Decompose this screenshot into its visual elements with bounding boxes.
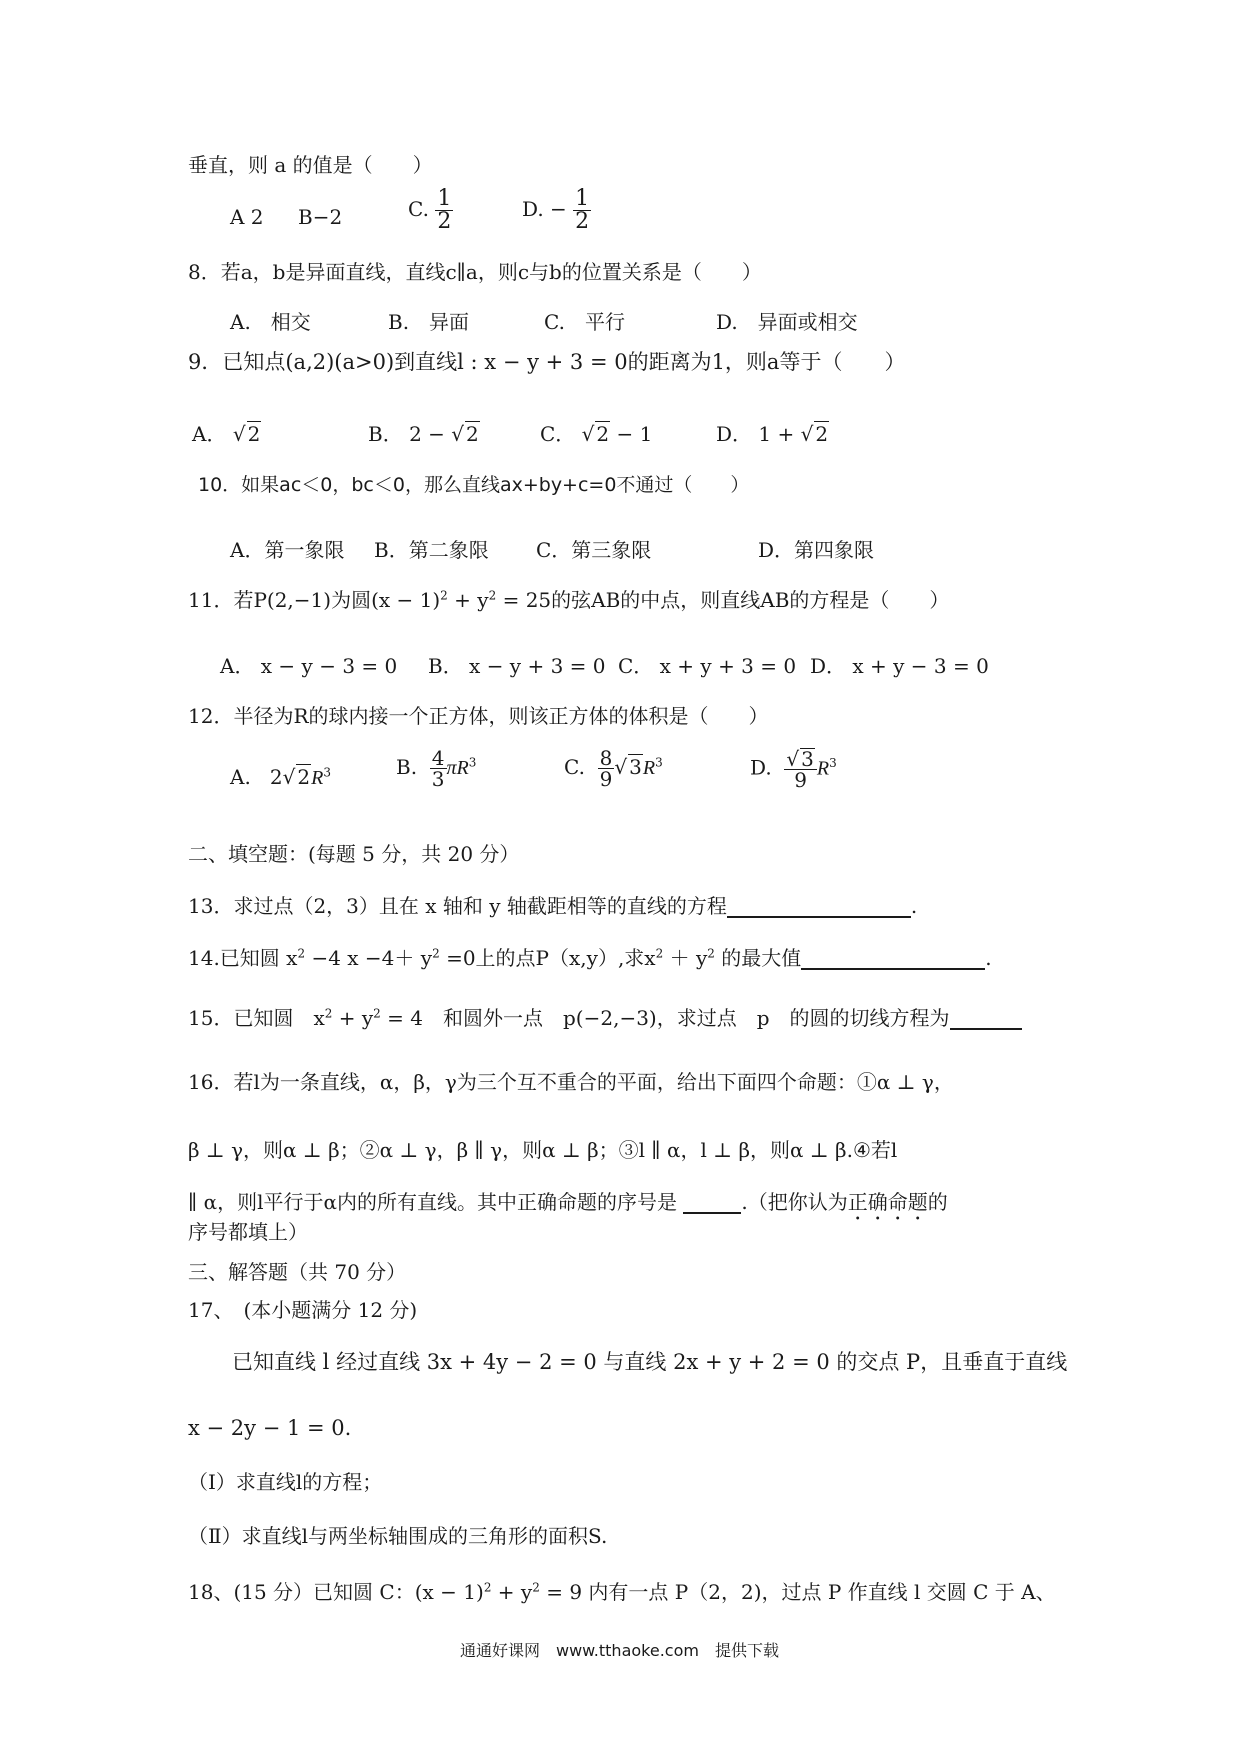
sqrt-radicand: 2 — [247, 422, 261, 446]
q14-end: . — [985, 946, 992, 970]
superscript: 2 — [707, 946, 715, 961]
frac-den: 2 — [437, 209, 452, 234]
q16-emphasis: 正确命题 — [847, 1190, 928, 1214]
q14-d: ＋ y — [663, 946, 708, 970]
q14-e: 的最大值 — [714, 946, 802, 970]
q16-line-1: 16．若l为一条直线，α，β，γ为三个互不重合的平面，给出下面四个命题：①α ⊥ γ， — [188, 1070, 954, 1094]
superscript: 2 — [373, 1006, 381, 1021]
q7-stem-cont: 垂直，则 a 的值是（ ） — [188, 153, 433, 177]
q7-d-label: D. — [522, 197, 544, 221]
q11-option-d: D． x + y − 3 = 0 — [810, 654, 989, 678]
q12-stem: 12．半径为R的球内接一个正方体，则该正方体的体积是（ ） — [188, 704, 769, 728]
q12-option-d — [750, 748, 837, 790]
q9-option-d — [716, 418, 829, 447]
q17-line-1: 已知直线 l 经过直线 3x + 4y − 2 = 0 与直线 2x + y + 2 = 0 的交点 P，且垂直于直线 — [232, 1350, 1068, 1374]
q16-l3a: ∥ α，则l平行于α内的所有直线。其中正确命题的序号是 — [188, 1190, 684, 1214]
q12-d-r: R — [816, 757, 830, 780]
sqrt-radicand: 2 — [815, 422, 829, 446]
q12-c-label: C. — [564, 755, 585, 779]
q7-option-b: B−2 — [298, 205, 343, 229]
q9-b-label: B． — [368, 422, 403, 446]
sqrt-sign: √ — [614, 755, 628, 779]
q7-d-fraction — [573, 188, 591, 233]
frac-num: 4 — [431, 746, 445, 770]
q12-d-fraction — [784, 748, 816, 790]
answer-blank[interactable] — [727, 896, 911, 918]
sqrt-sign: √ — [581, 422, 595, 446]
q13-text: 13．求过点（2，3）且在 x 轴和 y 轴截距相等的直线的方程 — [188, 894, 727, 918]
section-2-heading: 二、填空题：(每题 5 分，共 20 分） — [188, 842, 520, 866]
q8-option-d: D. 异面或相交 — [716, 310, 858, 334]
q14-c: =0上的点P（x,y）,求x — [439, 946, 656, 970]
q9-option-c — [540, 418, 652, 447]
q16-line-4: 序号都填上） — [188, 1220, 308, 1244]
superscript: 3 — [829, 755, 837, 770]
superscript: 2 — [432, 946, 440, 961]
frac-num — [784, 748, 816, 770]
superscript: 2 — [532, 1580, 540, 1595]
q12-c-fraction — [598, 748, 615, 789]
q12-c-r: R — [642, 757, 656, 779]
frac-num: 8 — [599, 746, 613, 770]
q17-line-2: x − 2y − 1 = 0. — [188, 1416, 352, 1440]
q9-b-pre: 2 − — [409, 422, 445, 446]
q9-d-label: D． — [716, 422, 753, 446]
q12-option-b — [396, 748, 476, 789]
q9-a-label: A． — [192, 422, 227, 446]
q7-option-c — [408, 188, 453, 233]
sqrt-sign: √ — [786, 747, 800, 771]
q13-stem — [188, 896, 917, 918]
q18-b: + y — [491, 1580, 533, 1604]
sqrt-sign: √ — [282, 765, 296, 789]
superscript: 2 — [655, 946, 664, 961]
q8-stem: 8．若a，b是异面直线，直线c∥a，则c与b的位置关系是（ ） — [188, 260, 762, 284]
q9-c-label: C． — [540, 422, 576, 446]
answer-blank[interactable] — [683, 1192, 741, 1214]
q16-l3b: .（把你认为 — [741, 1190, 848, 1214]
superscript: 3 — [468, 755, 477, 770]
q7-option-d — [522, 188, 591, 233]
superscript: 2 — [324, 1006, 333, 1021]
sqrt-sign: √ — [451, 422, 465, 446]
page-footer: 通通好课网 www.tthaoke.com 提供下载 — [460, 1641, 779, 1660]
q10-option-c: C．第三象限 — [536, 538, 652, 562]
q17-part-1: （Ⅰ）求直线l的方程； — [188, 1470, 383, 1494]
q12-b-fraction — [430, 748, 447, 789]
frac-den: 9 — [599, 767, 613, 791]
q13-end: . — [910, 894, 918, 918]
q9-option-b — [368, 418, 480, 447]
superscript: 2 — [488, 588, 497, 603]
q10-option-d: D．第四象限 — [758, 538, 875, 562]
q15-c: = 4 和圆外一点 p(−2,−3)，求过点 p 的圆的切线方程为 — [380, 1006, 950, 1030]
q16-l3d: 的 — [927, 1190, 948, 1214]
q8-option-c: C. 平行 — [544, 310, 625, 334]
q11-stem-b: + y — [447, 588, 489, 612]
q7-d-neg: − — [550, 197, 567, 221]
q18-a: 18、(15 分）已知圆 C：(x − 1) — [188, 1580, 484, 1604]
superscript: 2 — [483, 1580, 492, 1595]
q11-stem-a: 11．若P(2,−1)为圆(x − 1) — [188, 588, 441, 612]
q10-stem: 10．如果ac＜0，bc＜0，那么直线ax+by+c=0不通过（ ） — [198, 474, 750, 496]
q10-option-b: B．第二象限 — [374, 538, 489, 562]
q8-option-b: B. 异面 — [388, 310, 470, 334]
q7-option-a: A 2 — [230, 205, 264, 229]
q7-c-label: C. — [408, 197, 429, 221]
q9-c-post: − 1 — [616, 422, 653, 446]
superscript: 2 — [440, 588, 448, 603]
q17-heading: 17、 (本小题满分 12 分) — [188, 1298, 418, 1322]
frac-num: 1 — [437, 186, 452, 211]
q18-c: = 9 内有一点 P（2，2)，过点 P 作直线 l 交圆 C 于 A、 — [539, 1580, 1056, 1604]
sqrt-radicand: 2 — [466, 422, 479, 446]
q15-stem — [188, 1008, 1022, 1030]
q12-d-label: D. — [750, 755, 772, 780]
q18-stem — [188, 1582, 1056, 1602]
q17-part-2: （Ⅱ）求直线l与两坐标轴围成的三角形的面积S. — [188, 1524, 608, 1548]
sqrt-sign: √ — [232, 422, 246, 446]
q8-option-a: A. 相交 — [230, 310, 311, 334]
q12-a-r: R — [311, 767, 324, 789]
frac-den: 3 — [431, 767, 445, 791]
q11-stem-c: = 25的弦AB的中点，则直线AB的方程是（ ） — [496, 588, 950, 612]
superscript: 3 — [655, 755, 663, 770]
q11-option-b: B． x − y + 3 = 0 — [428, 654, 606, 678]
q15-b: + y — [332, 1006, 374, 1030]
sqrt-sign: √ — [800, 422, 814, 446]
q11-stem — [188, 590, 949, 610]
q12-option-a — [230, 764, 331, 790]
superscript: 2 — [297, 946, 306, 961]
q10-option-a: A．第一象限 — [230, 538, 345, 562]
q12-a-pre: 2 — [269, 765, 283, 789]
sqrt-radicand: 2 — [596, 422, 610, 446]
frac-num: 1 — [575, 186, 590, 211]
q11-option-a: A． x − y − 3 = 0 — [220, 654, 398, 678]
q15-a: 15．已知圆 x — [188, 1006, 325, 1030]
q12-b-pir: πR — [446, 757, 469, 779]
q14-b: −4 x −4＋ y — [305, 946, 433, 970]
q9-option-a — [192, 418, 261, 447]
superscript: 3 — [323, 765, 331, 780]
sqrt-radicand: 3 — [629, 755, 642, 779]
q14-a: 14.已知圆 x — [188, 946, 298, 970]
q14-stem — [188, 948, 992, 970]
frac-den: 9 — [794, 768, 808, 792]
answer-blank[interactable] — [950, 1008, 1022, 1030]
frac-den: 2 — [575, 209, 590, 234]
q11-option-c: C． x + y + 3 = 0 — [618, 654, 797, 678]
q16-line-2: β ⊥ γ，则α ⊥ β；②α ⊥ γ，β ∥ γ，则α ⊥ β；③l ∥ α，l ⊥ β，则α ⊥ β.④若l — [188, 1138, 898, 1162]
q12-a-label: A. — [230, 765, 251, 789]
q12-b-label: B. — [396, 755, 418, 779]
q7-c-fraction — [435, 188, 453, 233]
section-3-heading: 三、解答题（共 70 分） — [188, 1260, 407, 1284]
sqrt-radicand: 3 — [801, 747, 814, 771]
q9-stem: 9．已知点(a,2)(a>0)到直线l : x − y + 3 = 0的距离为1，则a等于（ ） — [188, 350, 906, 374]
q12-option-c — [564, 748, 663, 789]
answer-blank[interactable] — [801, 948, 985, 970]
q9-d-pre: 1 + — [758, 422, 795, 446]
sqrt-radicand: 2 — [297, 765, 311, 789]
